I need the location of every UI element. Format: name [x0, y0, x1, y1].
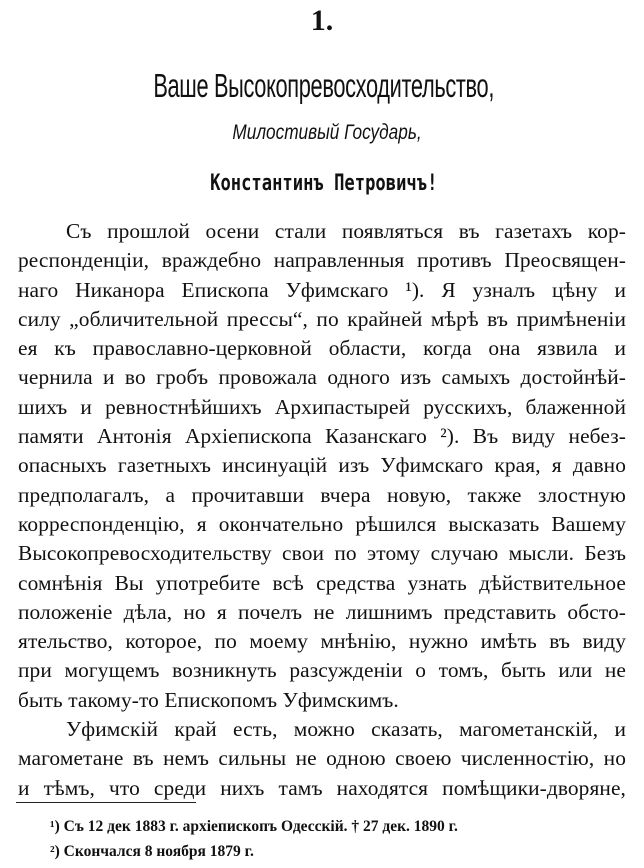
- footnotes: [50, 814, 630, 864]
- footnote-divider: [16, 802, 196, 803]
- text-line: ятельство, которое, по моему мнѣнію, нужно имѣть въ виду: [18, 629, 626, 654]
- text-line: корреспонденцію, я окончательно рѣшился высказать Вашему: [18, 511, 626, 536]
- salutation-heading: Ваше Высокопревосходительство,: [153, 67, 495, 104]
- text-line: сомнѣнія Вы употребите всѣ средства узнать дѣйствительное: [18, 570, 626, 595]
- letter-body: [18, 217, 626, 803]
- text-line: памяти Антонія Архіепископа Казанскаго ²). Въ виду небез-: [18, 424, 626, 449]
- footnote: ²) Скончался 8 ноября 1879 г.: [50, 843, 254, 860]
- text-line: Уфимскій край есть, можно сказать, магометанскій, и: [66, 717, 626, 742]
- text-line: и тѣмъ, что среди нихъ тамъ находятся помѣщики-дворяне,: [18, 775, 626, 800]
- text-line: наго Никанора Епископа Уфимскаго ¹). Я узналъ цѣну и: [18, 277, 626, 302]
- address-line: Милостивый Государь,: [232, 121, 422, 144]
- text-line: Съ прошлой осени стали появляться въ газетахъ кор-: [66, 219, 626, 243]
- text-line: шихъ и ревностнѣйшихъ Архипастырей русскихъ, блаженной: [18, 394, 626, 419]
- text-line: быть такому-то Епископомъ Уфимскимъ.: [18, 687, 399, 712]
- text-line: чернила и во гробъ провожала одного изъ самыхъ достойнѣй-: [18, 365, 626, 390]
- text-line: магометане въ немъ сильны не одною своею численностію, но: [18, 746, 626, 771]
- text-line: при могущемъ возникнуть разсужденіи о томъ, быть или не: [18, 658, 626, 683]
- footnote: ¹) Съ 12 дек 1883 г. архіепископъ Одесскій. † 27 дек. 1890 г.: [50, 818, 458, 835]
- text-line: предполагалъ, а прочитавши вчера новую, также злостную: [18, 482, 626, 507]
- letter-number: 1.: [310, 4, 334, 37]
- text-line: респонденціи, враждебно направленныя противъ Преосвящен-: [18, 248, 626, 273]
- text-line: силу „обличительной прессы“, по крайней мѣрѣ въ примѣненіи: [18, 306, 626, 331]
- text-line: опасныхъ газетныхъ инсинуацій изъ Уфимскаго края, я давно: [18, 453, 626, 478]
- text-line: Высокопревосходительству свои по этому случаю мысли. Безъ: [18, 541, 626, 566]
- addressee-name: Константинъ Петровичъ!: [210, 171, 438, 196]
- text-line: положеніе дѣла, но я почелъ не лишнимъ представить обсто-: [18, 599, 626, 624]
- text-line: ея къ православно-церковной области, когда она язвила и: [18, 336, 626, 361]
